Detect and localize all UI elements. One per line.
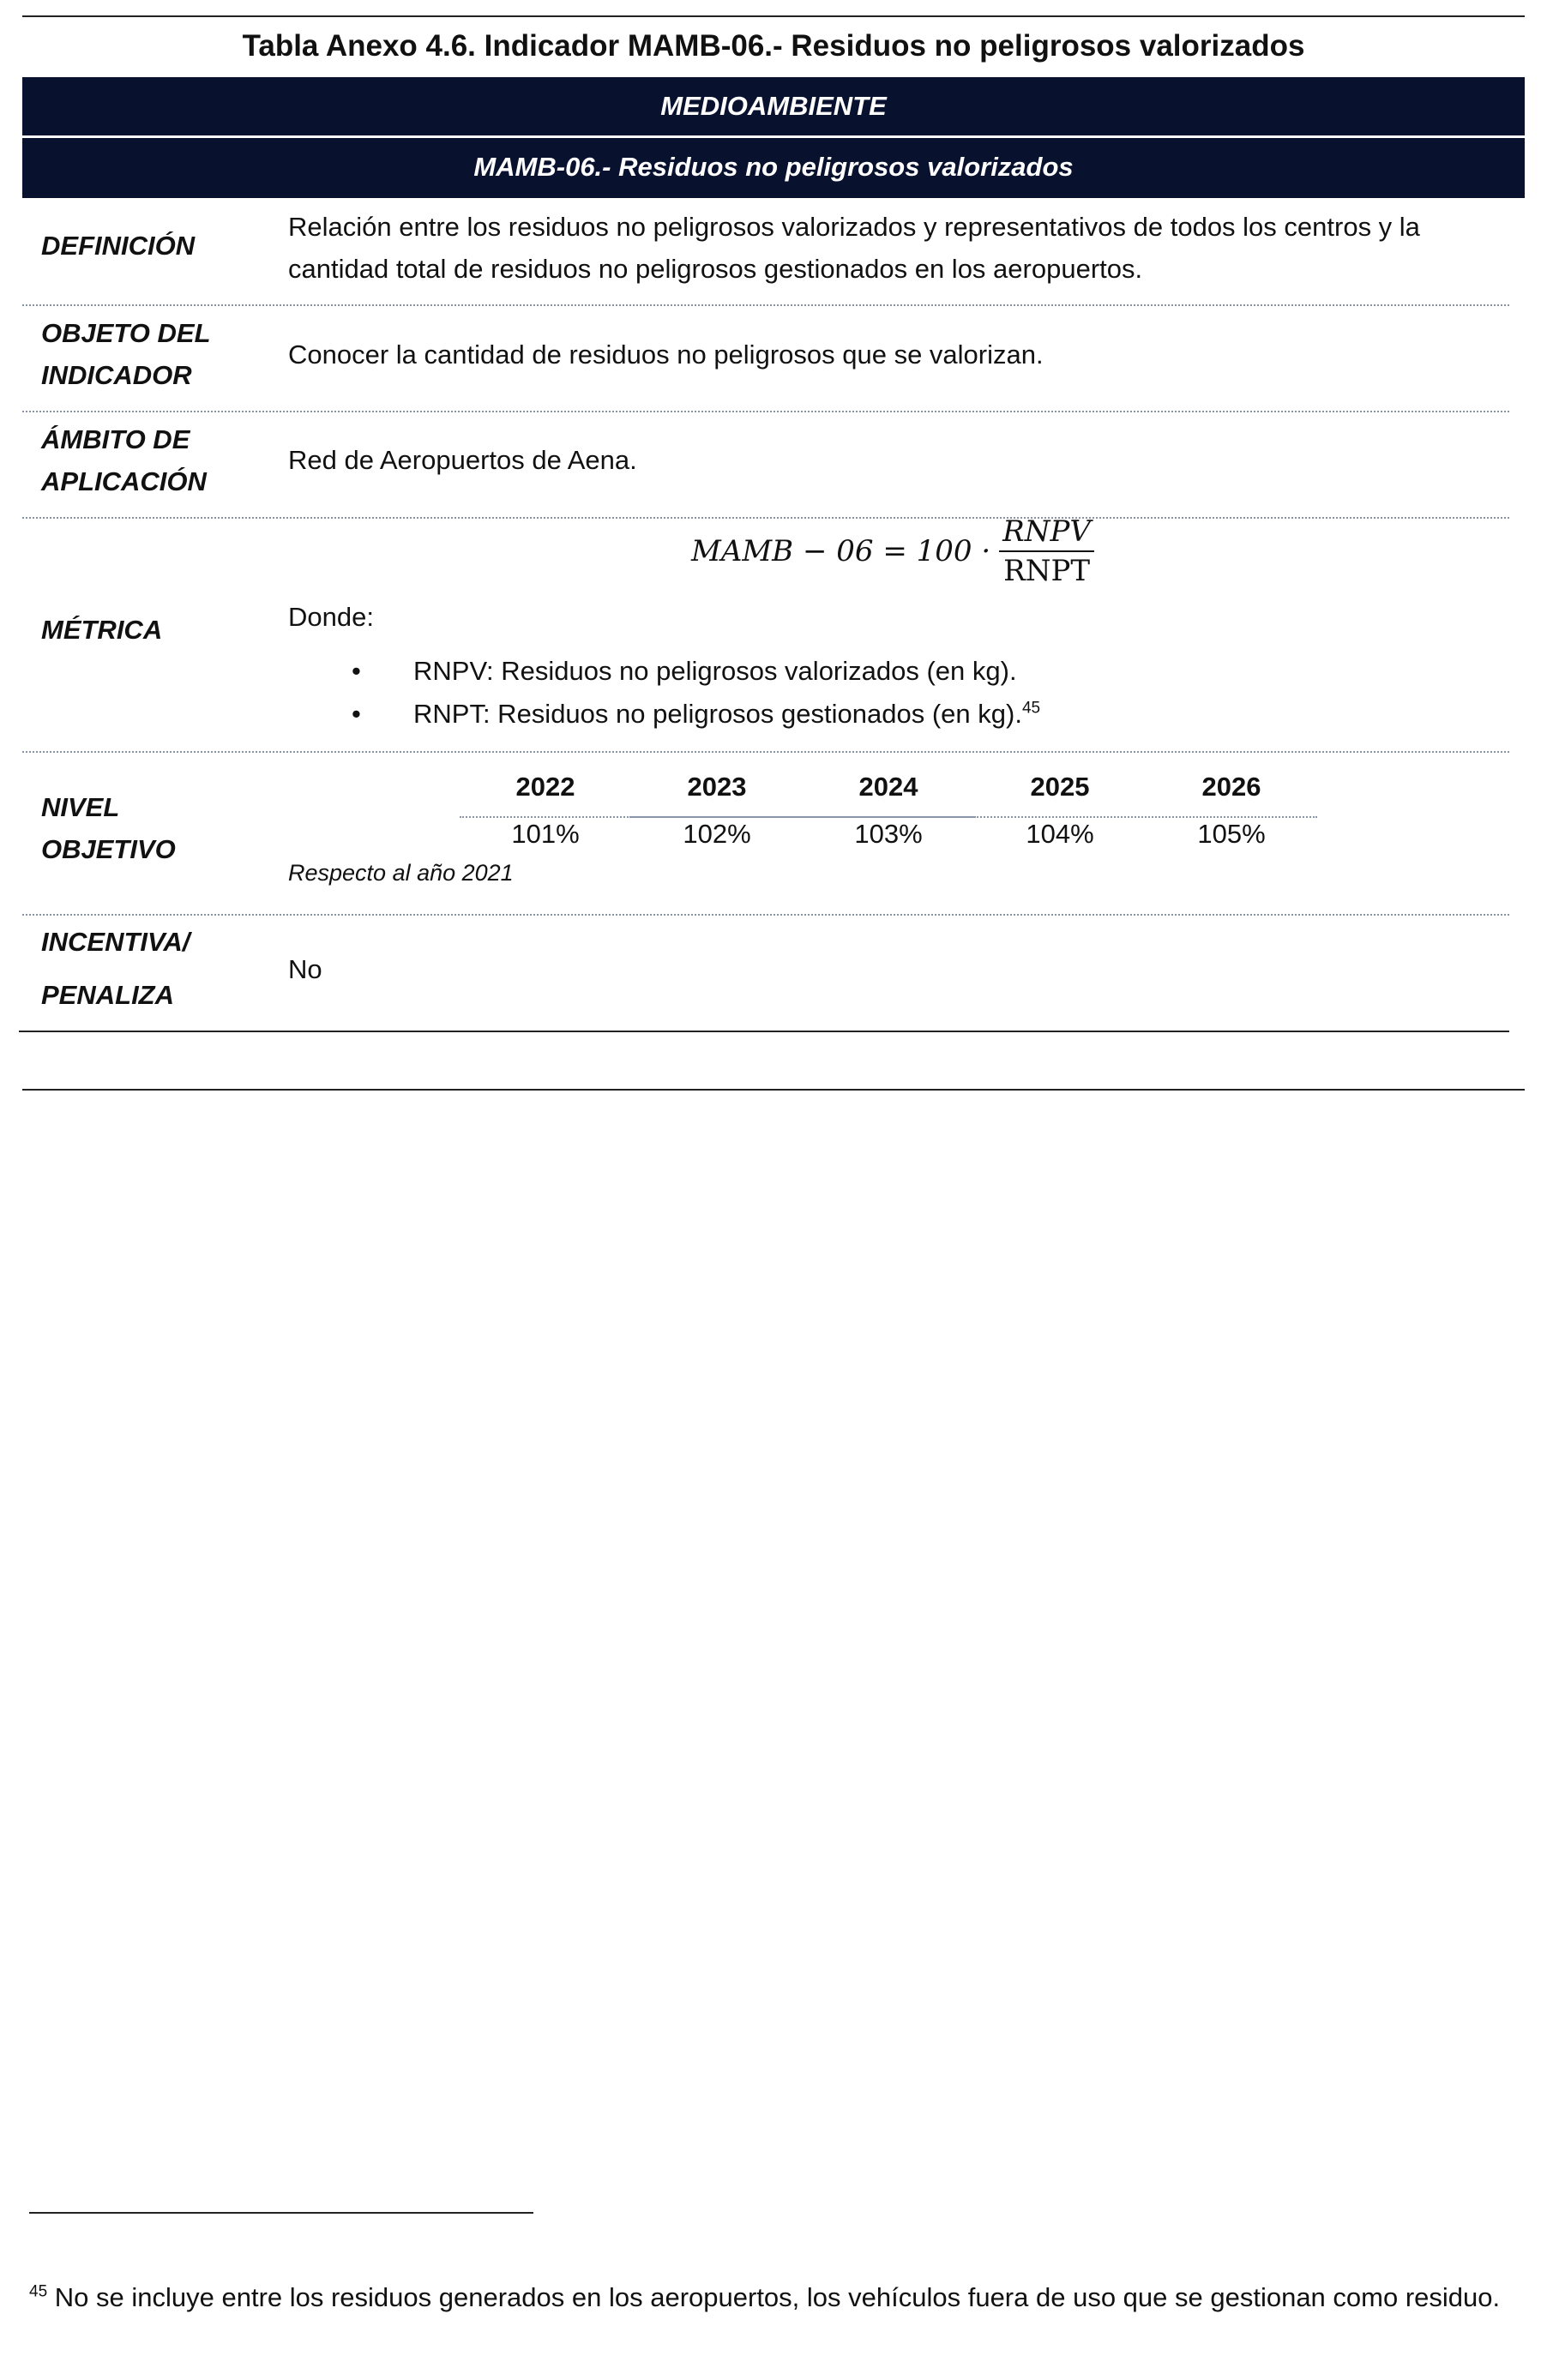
row-separator	[22, 411, 1509, 412]
formula-fraction	[999, 513, 1094, 590]
section-header: MEDIOAMBIENTE	[22, 77, 1525, 135]
year-header: 2025	[1030, 772, 1090, 802]
incentiva-text: No	[288, 954, 322, 984]
row-separator	[22, 914, 1509, 916]
nivel-label-line1: NIVEL	[41, 792, 120, 822]
year-value: 104%	[1026, 819, 1094, 849]
formula-numerator: RNPV	[999, 513, 1094, 552]
footnote	[29, 2281, 1518, 2314]
row-separator	[22, 751, 1509, 753]
year-value: 103%	[854, 819, 923, 849]
footnote-ref: 45	[1021, 699, 1041, 718]
year-header: 2026	[1201, 772, 1261, 802]
incentiva-label-line1: INCENTIVA/	[41, 927, 190, 957]
table-closing-rule	[22, 1089, 1525, 1091]
metrica-item-rnpt	[413, 693, 1040, 735]
year-header: 2022	[515, 772, 575, 802]
row-separator	[22, 304, 1509, 306]
year-value: 105%	[1197, 819, 1266, 849]
metrica-label: MÉTRICA	[41, 615, 163, 645]
metric-formula	[691, 513, 1094, 590]
indicator-header: MAMB-06.- Residuos no peligrosos valorizados	[22, 138, 1525, 198]
metrica-item-rnpv: RNPV: Residuos no peligrosos valorizados (en kg).	[413, 656, 1017, 686]
ambito-text: Red de Aeropuertos de Aena.	[288, 445, 637, 475]
year-header: 2023	[687, 772, 747, 802]
ambito-label-line1: ÁMBITO DE	[41, 424, 190, 454]
ambito-label-line2: APLICACIÓN	[41, 466, 207, 496]
definicion-label: DEFINICIÓN	[41, 231, 196, 261]
year-rule	[631, 816, 974, 818]
objeto-label-line1: OBJETO DEL	[41, 318, 211, 348]
definicion-text-line1: Relación entre los residuos no peligrosos valorizados y representativos de todos los centros y la	[288, 212, 1420, 242]
objeto-label-line2: INDICADOR	[41, 360, 192, 390]
objeto-text: Conocer la cantidad de residuos no peligrosos que se valorizan.	[288, 340, 1044, 370]
year-rule	[974, 816, 1317, 818]
formula-lhs: MAMB − 06 = 100 ·	[691, 534, 991, 568]
year-header: 2024	[858, 772, 918, 802]
year-value: 101%	[511, 819, 580, 849]
nivel-note: Respecto al año 2021	[288, 860, 514, 886]
footnote-number: 45	[29, 2282, 48, 2301]
metrica-donde: Donde:	[288, 602, 374, 632]
year-value: 102%	[683, 819, 751, 849]
metrica-item-rnpt-text: RNPT: Residuos no peligrosos gestionados (en kg).	[413, 699, 1022, 729]
formula-denominator: RNPT	[1003, 554, 1090, 588]
nivel-label-line2: OBJETIVO	[41, 834, 176, 864]
table-bottom-rule	[19, 1031, 1509, 1032]
bullet-icon: •	[352, 656, 361, 686]
footnote-separator	[29, 2212, 533, 2214]
definicion-text-line2: cantidad total de residuos no peligrosos gestionados en los aeropuertos.	[288, 254, 1143, 284]
year-rule	[460, 816, 631, 818]
footnote-text: No se incluye entre los residuos generados en los aeropuertos, los vehículos fuera de uso que se gestionan como residuo.	[54, 2282, 1501, 2312]
incentiva-label-line2: PENALIZA	[41, 980, 174, 1010]
bullet-icon: •	[352, 699, 361, 729]
table-title: Tabla Anexo 4.6. Indicador MAMB-06.- Residuos no peligrosos valorizados	[242, 29, 1305, 63]
